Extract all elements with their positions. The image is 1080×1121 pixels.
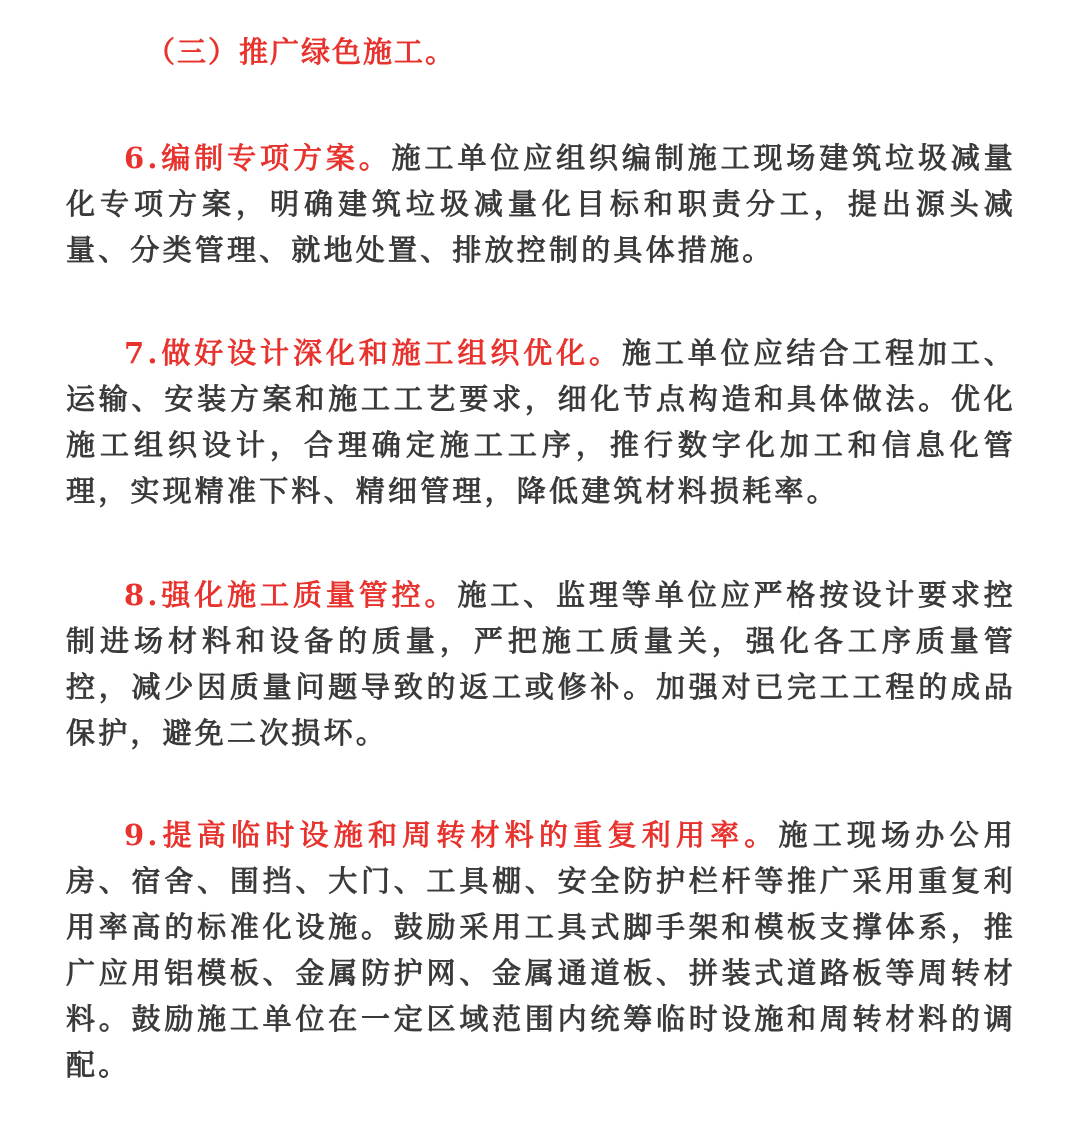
paragraph-8-text: 施工、监理等单位应严格按设计要求控制进场材料和设备的质量，严把施工质量关，强化各工序质量管控，减少因质量问题导致的返工或修补。加强对已完工工程的成品保护，避免二次损坏。 <box>66 578 1016 750</box>
paragraph-6-heading: 6.编制专项方案。 <box>124 141 392 175</box>
paragraph-8-heading: 8.强化施工质量管控。 <box>124 578 458 612</box>
paragraph-7-text: 施工单位应结合工程加工、运输、安装方案和施工工艺要求，细化节点构造和具体做法。优化施工组织设计，合理确定施工工序，推行数字化加工和信息化管理，实现精准下料、精细管理，降低建筑材料损耗率。 <box>66 336 1016 508</box>
paragraph-8 <box>66 572 1016 756</box>
section-heading: （三）推广绿色施工。 <box>146 35 457 69</box>
paragraph-9-text: 施工现场办公用房、宿舍、围挡、大门、工具棚、安全防护栏杆等推广采用重复利用率高的标准化设施。鼓励采用工具式脚手架和模板支撑体系，推广应用铝模板、金属防护网、金属通道板、拼装式道路板等周转材料。鼓励施工单位在一定区域范围内统筹临时设施和周转材料的调配。 <box>66 818 1016 1082</box>
paragraph-7-heading: 7.做好设计深化和施工组织优化。 <box>124 336 622 370</box>
paragraph-9-heading: 9.提高临时设施和周转材料的重复利用率。 <box>124 818 779 852</box>
paragraph-6 <box>66 135 1016 273</box>
paragraph-6-text: 施工单位应组织编制施工现场建筑垃圾减量化专项方案，明确建筑垃圾减量化目标和职责分工，提出源头减量、分类管理、就地处置、排放控制的具体措施。 <box>66 141 1016 267</box>
paragraph-9 <box>66 812 1016 1088</box>
paragraph-7 <box>66 330 1016 514</box>
